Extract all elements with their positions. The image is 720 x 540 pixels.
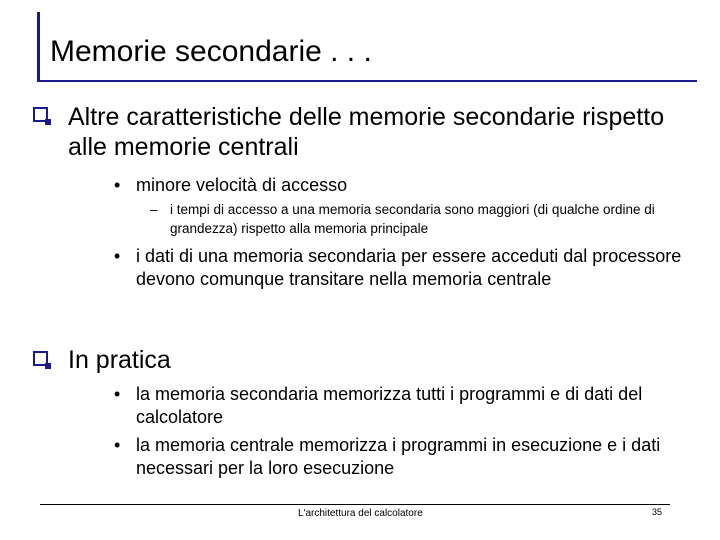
section-2-heading: In pratica [68,346,171,374]
footer-rule [40,504,670,505]
section-2-checkbox-icon [33,351,48,366]
section-2-bullet-1: la memoria secondaria memorizza tutti i programmi e di dati del calcolatore [136,384,643,427]
section-1-checkbox-icon [33,107,48,122]
section-1-heading: Altre caratteristiche delle memorie secondarie rispetto alle memorie centrali [68,103,665,161]
section-2-bullet-2: la memoria centrale memorizza i programmi in esecuzione e i dati necessari per la loro esecuzione [136,435,661,478]
bullet-icon: • [114,175,121,195]
bullet-icon: • [114,246,121,266]
slide-title: Memorie secondarie . . . [50,35,372,68]
section-1-bullet-1: minore velocità di accesso [136,175,348,195]
title-underline [37,80,697,82]
title-accent-bar [37,12,40,82]
bullet-icon: • [114,384,121,404]
page-number: 35 [652,507,663,517]
dash-icon: – [150,202,158,217]
footer-text: L'architettura del calcolatore [298,508,423,519]
section-1-bullet-2: i dati di una memoria secondaria per essere acceduti dal processore devono comunque transitare nella memoria centrale [136,246,682,289]
bullet-icon: • [114,435,121,455]
section-1-bullet-1-sub: i tempi di accesso a una memoria secondaria sono maggiori (di qualche ordine di grandezza) rispetto alla memoria principale [170,202,655,236]
